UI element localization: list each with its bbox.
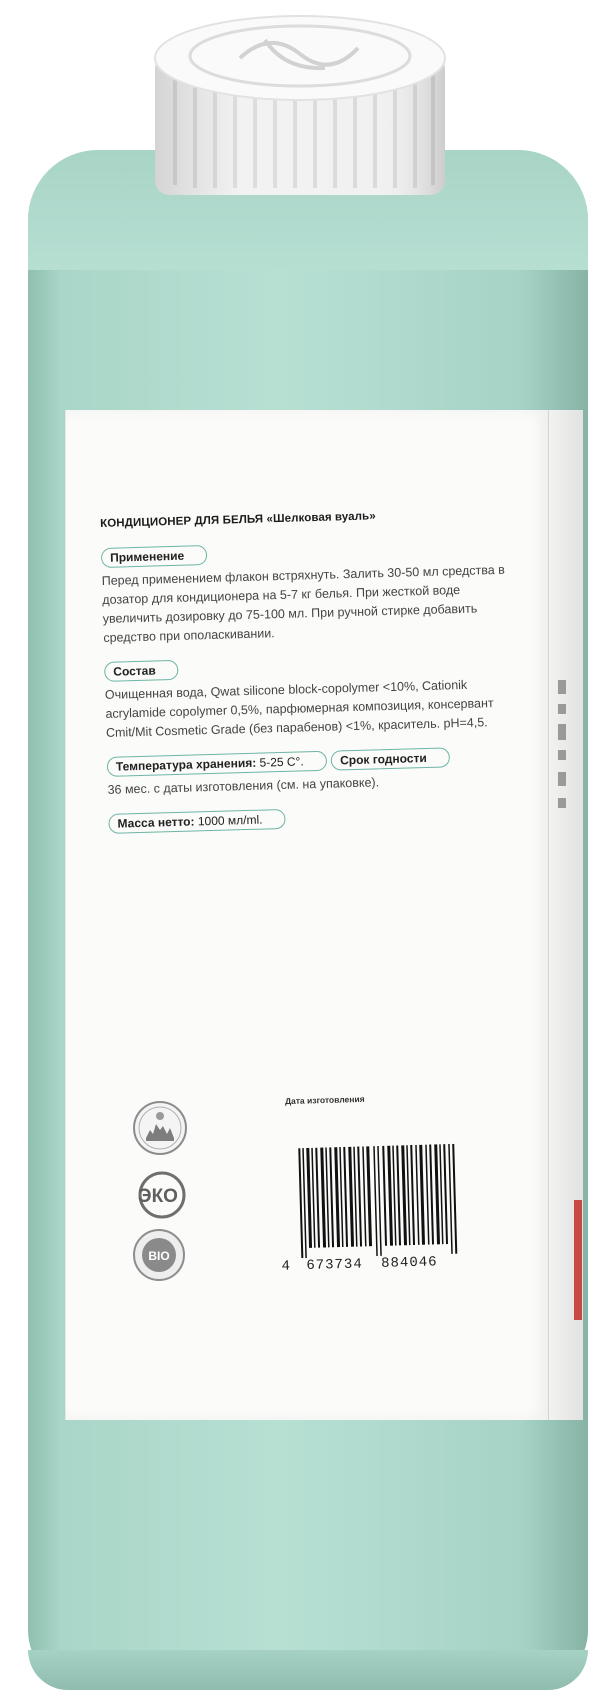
section-storage-temperature: [107, 751, 327, 777]
barcode-bars: [278, 1143, 476, 1258]
bottle-cap-icon: [145, 0, 455, 205]
application-heading-text: Применение: [109, 548, 185, 565]
net-weight-heading-text: Масса нетто:: [117, 814, 195, 831]
storage-heading-text: Температура хранения:: [115, 755, 257, 774]
manufacture-date-label: Дата изготовления: [284, 1093, 365, 1107]
storage-value: 5-25 С°.: [259, 754, 304, 770]
net-weight-value: 1000 мл/ml.: [197, 812, 263, 829]
side-label-marks: [556, 680, 570, 820]
section-heading-composition: [104, 660, 179, 682]
bio-certified-icon: [132, 1228, 186, 1287]
kazan-emblem-icon: [132, 1100, 188, 1161]
barcode-group2: 884046: [380, 1254, 438, 1272]
composition-text: Очищенная вода, Qwat silicone block-copolymer <10%, Cationik acrylamide copolymer 0,5%, парфюмерная композиция, консервант Cmit/Mit Cosmetic Grade (без парабенов) <1%, краситель. pH=4,5.: [104, 677, 494, 740]
shelf-life-text: 36 мес. с даты изготовления (см. на упаковке).: [107, 775, 380, 797]
barcode: [278, 1143, 476, 1274]
composition-heading-text: Состав: [113, 663, 156, 679]
label-content: [100, 506, 529, 834]
side-label-accent: [574, 1200, 582, 1320]
eco-icon: [128, 1170, 188, 1225]
application-text: Перед применением флакон встряхнуть. Залить 30-50 мл средства в дозатор для кондиционера на 5-7 кг белья. При жесткой воде увеличить дозировку до 75-100 мл. При ручной стирке добавить средство при ополаскивании.: [101, 562, 505, 645]
svg-text:ЭКО: ЭКО: [138, 1186, 178, 1207]
barcode-first-digit: 4: [281, 1258, 291, 1275]
product-title: КОНДИЦИОНЕР ДЛЯ БЕЛЬЯ «Шелковая вуаль»: [100, 510, 376, 530]
svg-text:BIO: BIO: [148, 1249, 170, 1263]
bottle-base: [28, 1650, 588, 1690]
section-heading-application: [101, 545, 208, 568]
shelf-life-heading-text: Срок годности: [339, 750, 427, 768]
section-heading-shelf-life: [331, 747, 450, 770]
barcode-group1: 673734: [306, 1256, 363, 1275]
